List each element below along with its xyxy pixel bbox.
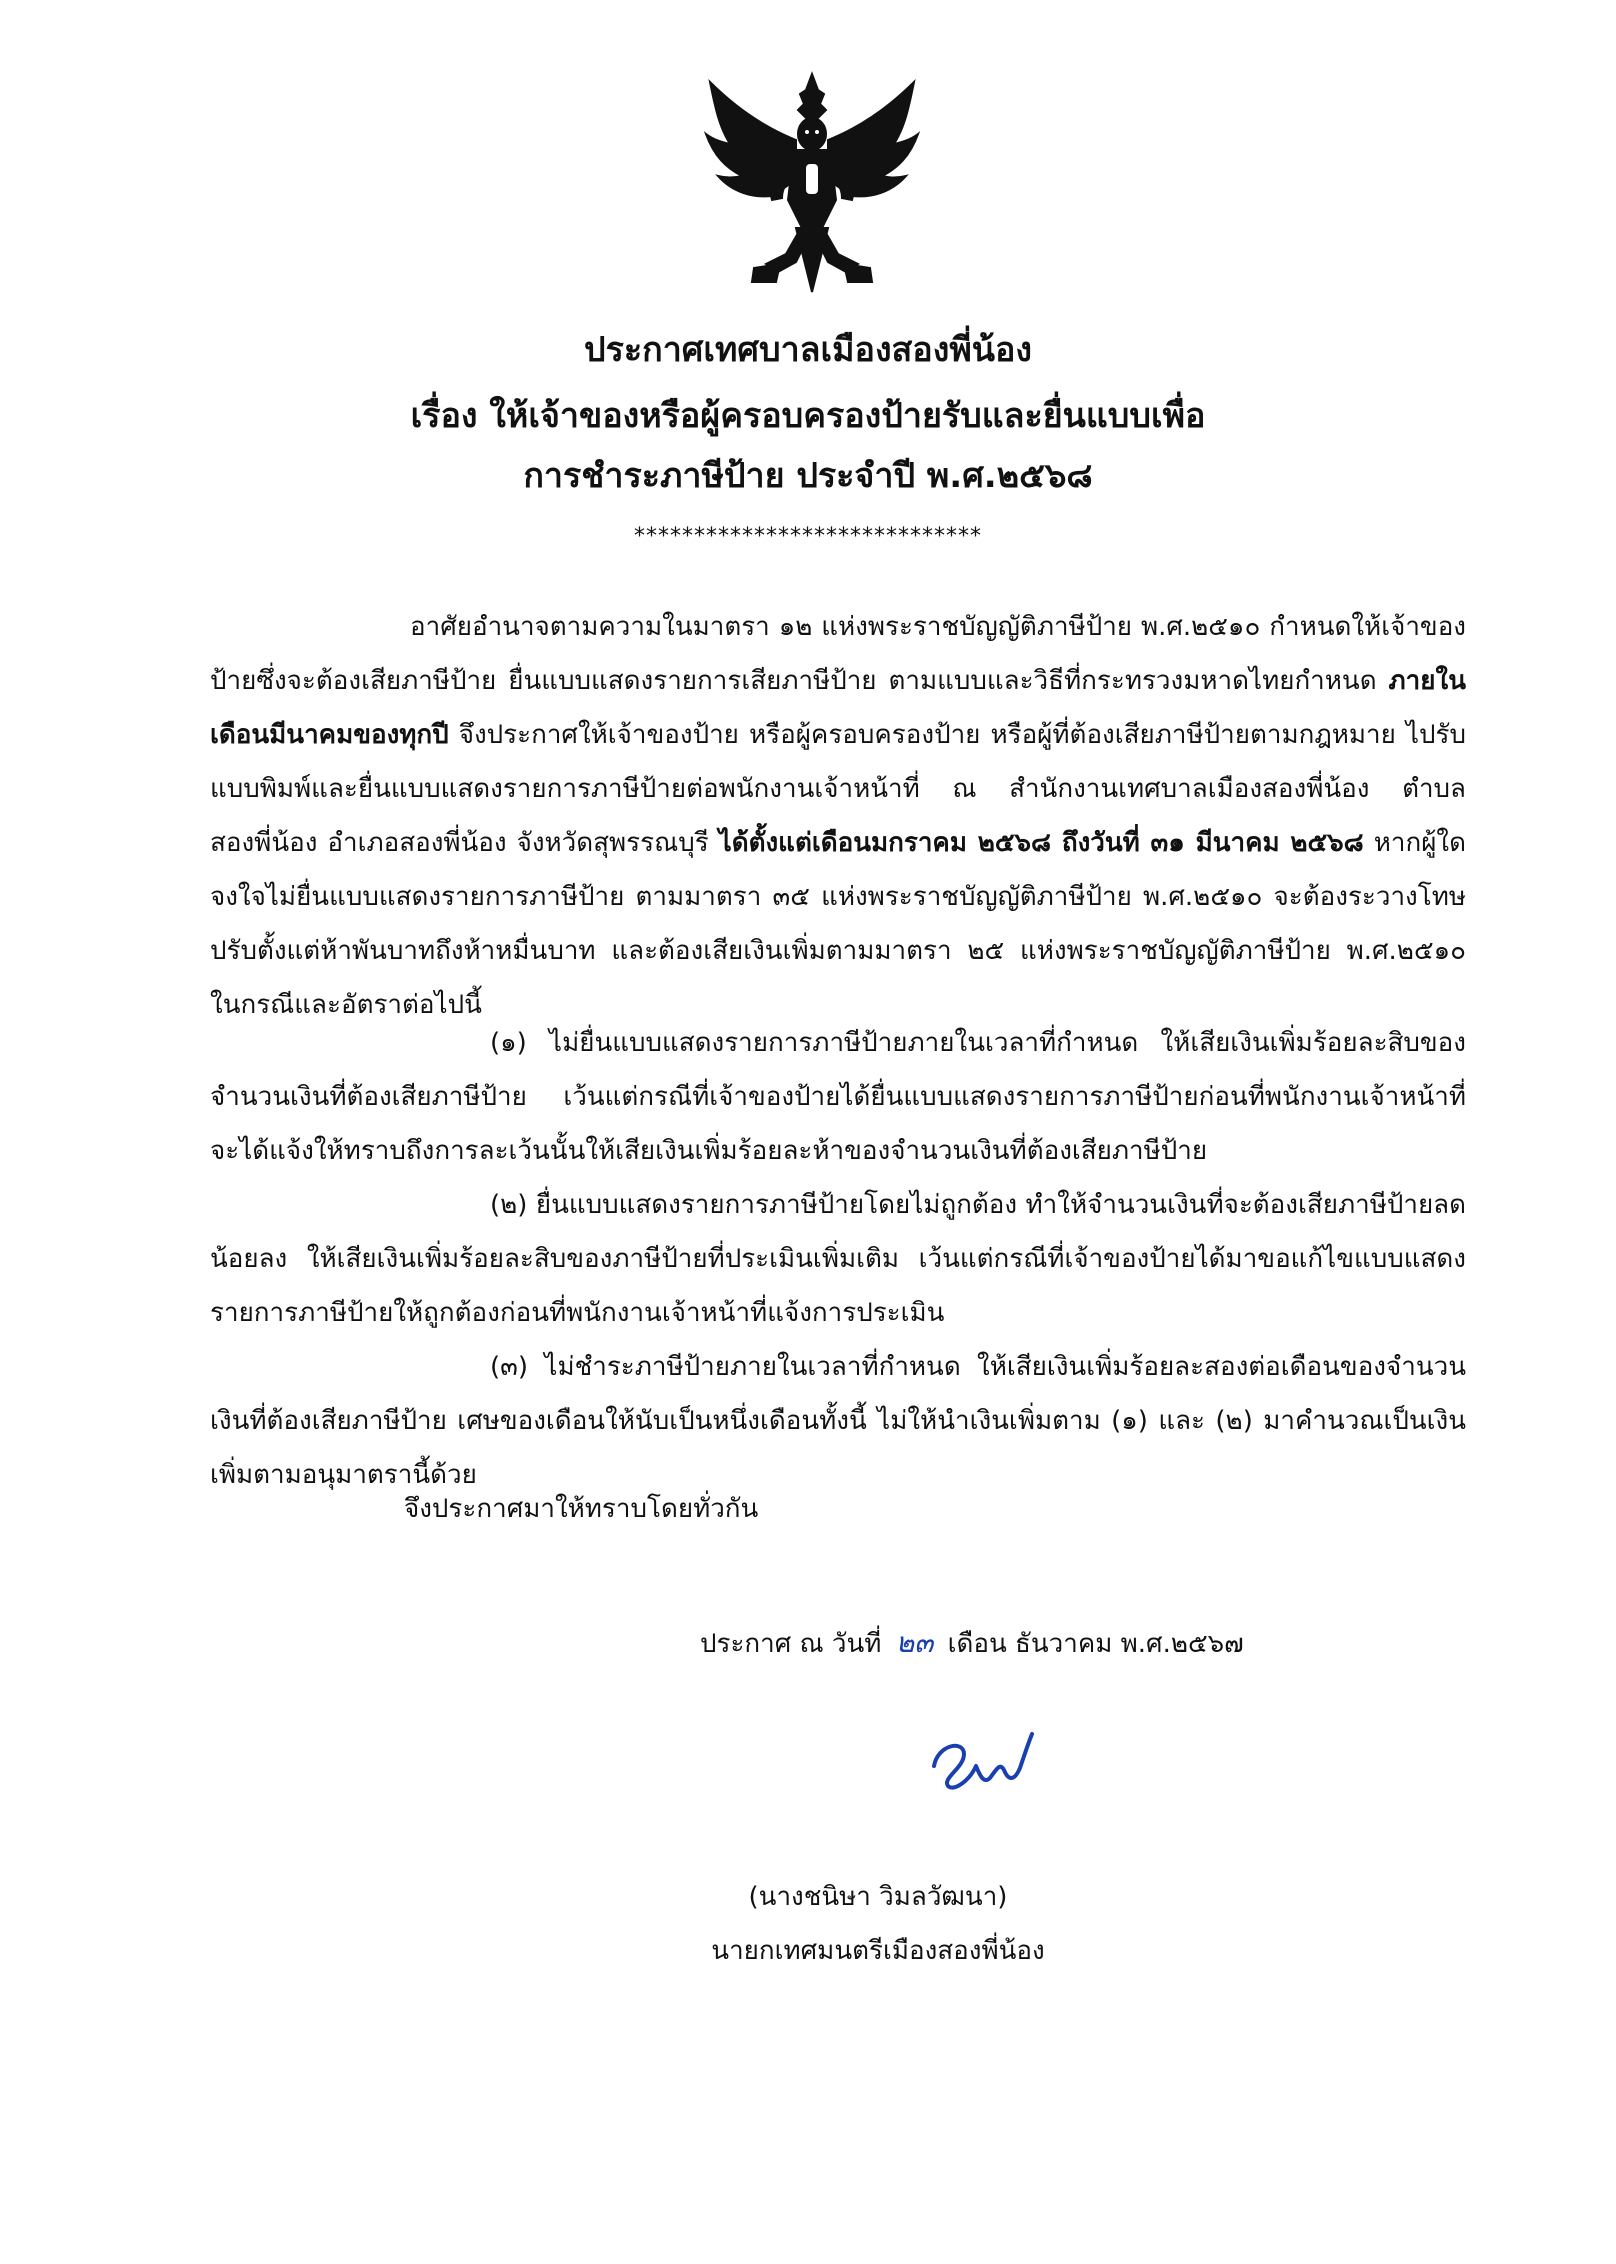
closing-statement: จึงประกาศมาให้ทราบโดยทั่วกัน: [404, 1494, 759, 1524]
date-day: ๒๓: [895, 1626, 934, 1659]
announcement-title: ประกาศเทศบาลเมืองสองพี่น้อง: [584, 330, 1032, 370]
date-prefix: ประกาศ ณ วันที่: [700, 1629, 882, 1659]
para1-text-a: อาศัยอำนาจตามความในมาตรา ๑๒ แห่งพระราชบัญญัติภาษีป้าย พ.ศ.๒๕๑๐ กำหนดให้เจ้าของป้ายซึ่งจะต้องเสียภาษีป้าย ยื่นแบบแสดงรายการเสียภาษีป้าย ตามแบบและวิธีที่กระทรวงมหาดไทยกำหนด: [210, 612, 1466, 696]
para1-bold-deadline: ภายในเดือนมีนาคมของทุกปี: [210, 666, 1466, 750]
main-paragraph: [210, 600, 1466, 1032]
para1-text-c: จึงประกาศให้เจ้าของป้าย หรือผู้ครอบครองป้าย หรือผู้ที่ต้องเสียภาษีป้ายตามกฎหมาย ไปรับแบบพิมพ์และยื่นแบบแสดงรายการภาษีป้ายต่อพนักงานเจ้าหน้าที่ ณ สำนักงานเทศบาลเมืองสองพี่น้อง ตำบลสองพี่น้อง อำเภอสองพี่น้อง จังหวัดสุพรรณบุรี: [210, 720, 1466, 858]
title-separator: *****************************: [634, 524, 982, 549]
signer-name: (นางชนิษา วิมลวัฒนา): [748, 1882, 1008, 1912]
garuda-emblem-icon: [696, 68, 928, 300]
para1-bold-period: ได้ตั้งแต่เดือนมกราคม ๒๕๖๘ ถึงวันที่ ๓๑ มีนาคม ๒๕๖๘: [718, 828, 1364, 858]
announcement-subject-line2: การชำระภาษีป้าย ประจำปี พ.ศ.๒๕๖๘: [523, 456, 1093, 496]
date-suffix: เดือน ธันวาคม พ.ศ.๒๕๖๗: [947, 1629, 1244, 1659]
penalty-item-1: (๑) ไม่ยื่นแบบแสดงรายการภาษีป้ายภายในเวลาที่กำหนด ให้เสียเงินเพิ่มร้อยละสิบของจำนวนเงินที่ต้องเสียภาษีป้าย เว้นแต่กรณีที่เจ้าของป้ายได้ยื่นแบบแสดงรายการภาษีป้ายก่อนที่พนักงานเจ้าหน้าที่จะได้แจ้งให้ทราบถึงการละเว้นนั้นให้เสียเงินเพิ่มร้อยละห้าของจำนวนเงินที่ต้องเสียภาษีป้าย: [210, 1028, 1466, 1166]
signer-title: นายกเทศมนตรีเมืองสองพี่น้อง: [711, 1936, 1045, 1966]
penalty-item-2: (๒) ยื่นแบบแสดงรายการภาษีป้ายโดยไม่ถูกต้อง ทำให้จำนวนเงินที่จะต้องเสียภาษีป้ายลดน้อยลง ให้เสียเงินเพิ่มร้อยละสิบของภาษีป้ายที่ประเมินเพิ่มเติม เว้นแต่กรณีที่เจ้าของป้ายได้มาขอแก้ไขแบบแสดงรายการภาษีป้ายให้ถูกต้องก่อนที่พนักงานเจ้าหน้าที่แจ้งการประเมิน: [210, 1190, 1466, 1328]
penalty-item-3: (๓) ไม่ชำระภาษีป้ายภายในเวลาที่กำหนด ให้เสียเงินเพิ่มร้อยละสองต่อเดือนของจำนวนเงินที่ต้องเสียภาษีป้าย เศษของเดือนให้นับเป็นหนึ่งเดือนทั้งนี้ ไม่ให้นำเงินเพิ่มตาม (๑) และ (๒) มาคำนวณเป็นเงินเพิ่มตามอนุมาตรานี้ด้วย: [210, 1352, 1466, 1490]
penalty-list: [210, 1016, 1466, 1502]
announcement-date: [700, 1616, 1244, 1671]
para1-text-e: หากผู้ใดจงใจไม่ยื่นแบบแสดงรายการภาษีป้าย ตามมาตรา ๓๕ แห่งพระราชบัญญัติภาษีป้าย พ.ศ.๒๕๑๐ จะต้องระวางโทษปรับตั้งแต่ห้าพันบาทถึงห้าหมื่นบาท และต้องเสียเงินเพิ่มตามมาตรา ๒๕ แห่งพระราชบัญญัติภาษีป้าย พ.ศ.๒๕๑๐ ในกรณีและอัตราต่อไปนี้: [210, 828, 1467, 1020]
announcement-subject-line1: เรื่อง ให้เจ้าของหรือผู้ครอบครองป้ายรับและยื่นแบบเพื่อ: [410, 396, 1206, 436]
handwritten-signature-icon: [920, 1720, 1070, 1800]
